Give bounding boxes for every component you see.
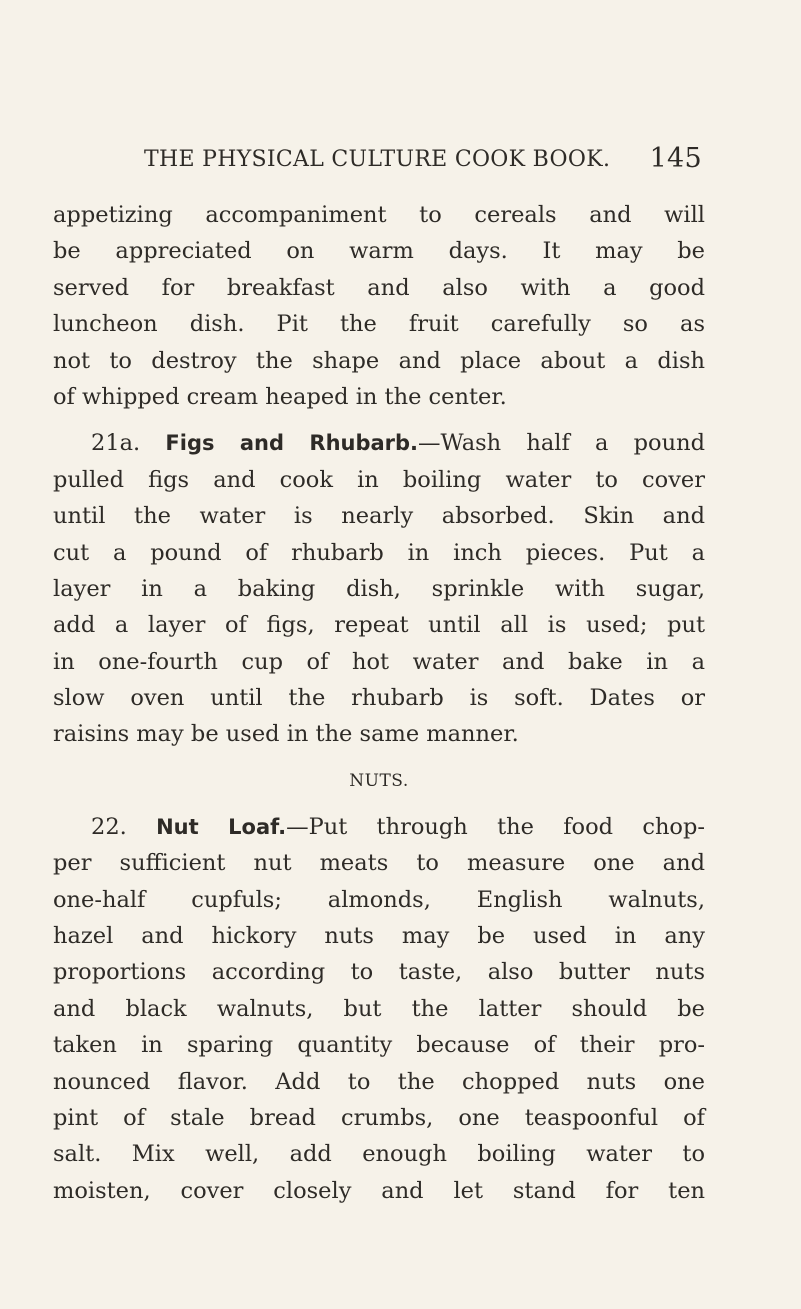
text-line: layer in a baking dish, sprinkle with sugar, xyxy=(53,575,705,602)
recipe-text: —Put through the food chop- xyxy=(286,813,705,840)
recipe-text: —Wash half a pound xyxy=(418,430,705,457)
text-line: per sufficient nut meats to measure one and xyxy=(53,850,705,877)
text-line: proportions according to taste, also butter nuts xyxy=(53,959,705,986)
recipe-first-line xyxy=(53,809,705,845)
text-line: served for breakfast and also with a good xyxy=(53,274,705,301)
text-line: appetizing accompaniment to cereals and will xyxy=(53,202,705,228)
text-line: raisins may be used in the same manner. xyxy=(53,721,519,748)
running-header xyxy=(144,143,704,183)
text-line: add a layer of figs, repeat until all is used; put xyxy=(53,612,705,639)
recipe-number: 21a. xyxy=(91,430,141,457)
text-line: slow oven until the rhubarb is soft. Dates or xyxy=(53,685,705,712)
book-title: THE PHYSICAL CULTURE COOK BOOK. xyxy=(144,147,611,172)
section-heading: NUTS. xyxy=(349,770,409,791)
text-line: pint of stale bread crumbs, one teaspoonful of xyxy=(53,1104,705,1131)
text-line: hazel and hickory nuts may be used in any xyxy=(53,923,705,950)
text-line: of whipped cream heaped in the center. xyxy=(53,383,507,410)
recipe-title: Nut Loaf. xyxy=(156,814,287,839)
text-line: moisten, cover closely and let stand for ten xyxy=(53,1177,705,1204)
text-line: luncheon dish. Pit the fruit carefully so as xyxy=(53,311,705,338)
text-line: not to destroy the shape and place about a dish xyxy=(53,347,705,374)
text-line: until the water is nearly absorbed. Skin and xyxy=(53,503,705,530)
text-line: be appreciated on warm days. It may be xyxy=(53,238,705,265)
text-line: pulled figs and cook in boiling water to cover xyxy=(53,466,705,493)
recipe-first-line xyxy=(53,425,705,461)
page-body xyxy=(53,197,705,1209)
text-line: taken in sparing quantity because of their pro- xyxy=(53,1032,705,1059)
intro-paragraph xyxy=(53,197,705,415)
recipe-number: 22. xyxy=(91,813,127,840)
text-line: and black walnuts, but the latter should be xyxy=(53,995,705,1022)
recipe-title: Figs and Rhubarb. xyxy=(165,431,419,456)
text-line: cut a pound of rhubarb in inch pieces. Put a xyxy=(53,539,705,566)
recipe-22 xyxy=(53,809,705,1209)
recipe-21a xyxy=(53,425,705,753)
page-number: 145 xyxy=(649,143,702,174)
text-line: in one-fourth cup of hot water and bake in a xyxy=(53,648,705,675)
text-line: salt. Mix well, add enough boiling water to xyxy=(53,1141,705,1168)
text-line: nounced flavor. Add to the chopped nuts one xyxy=(53,1068,705,1095)
text-line: one-half cupfuls; almonds, English walnuts, xyxy=(53,886,705,913)
